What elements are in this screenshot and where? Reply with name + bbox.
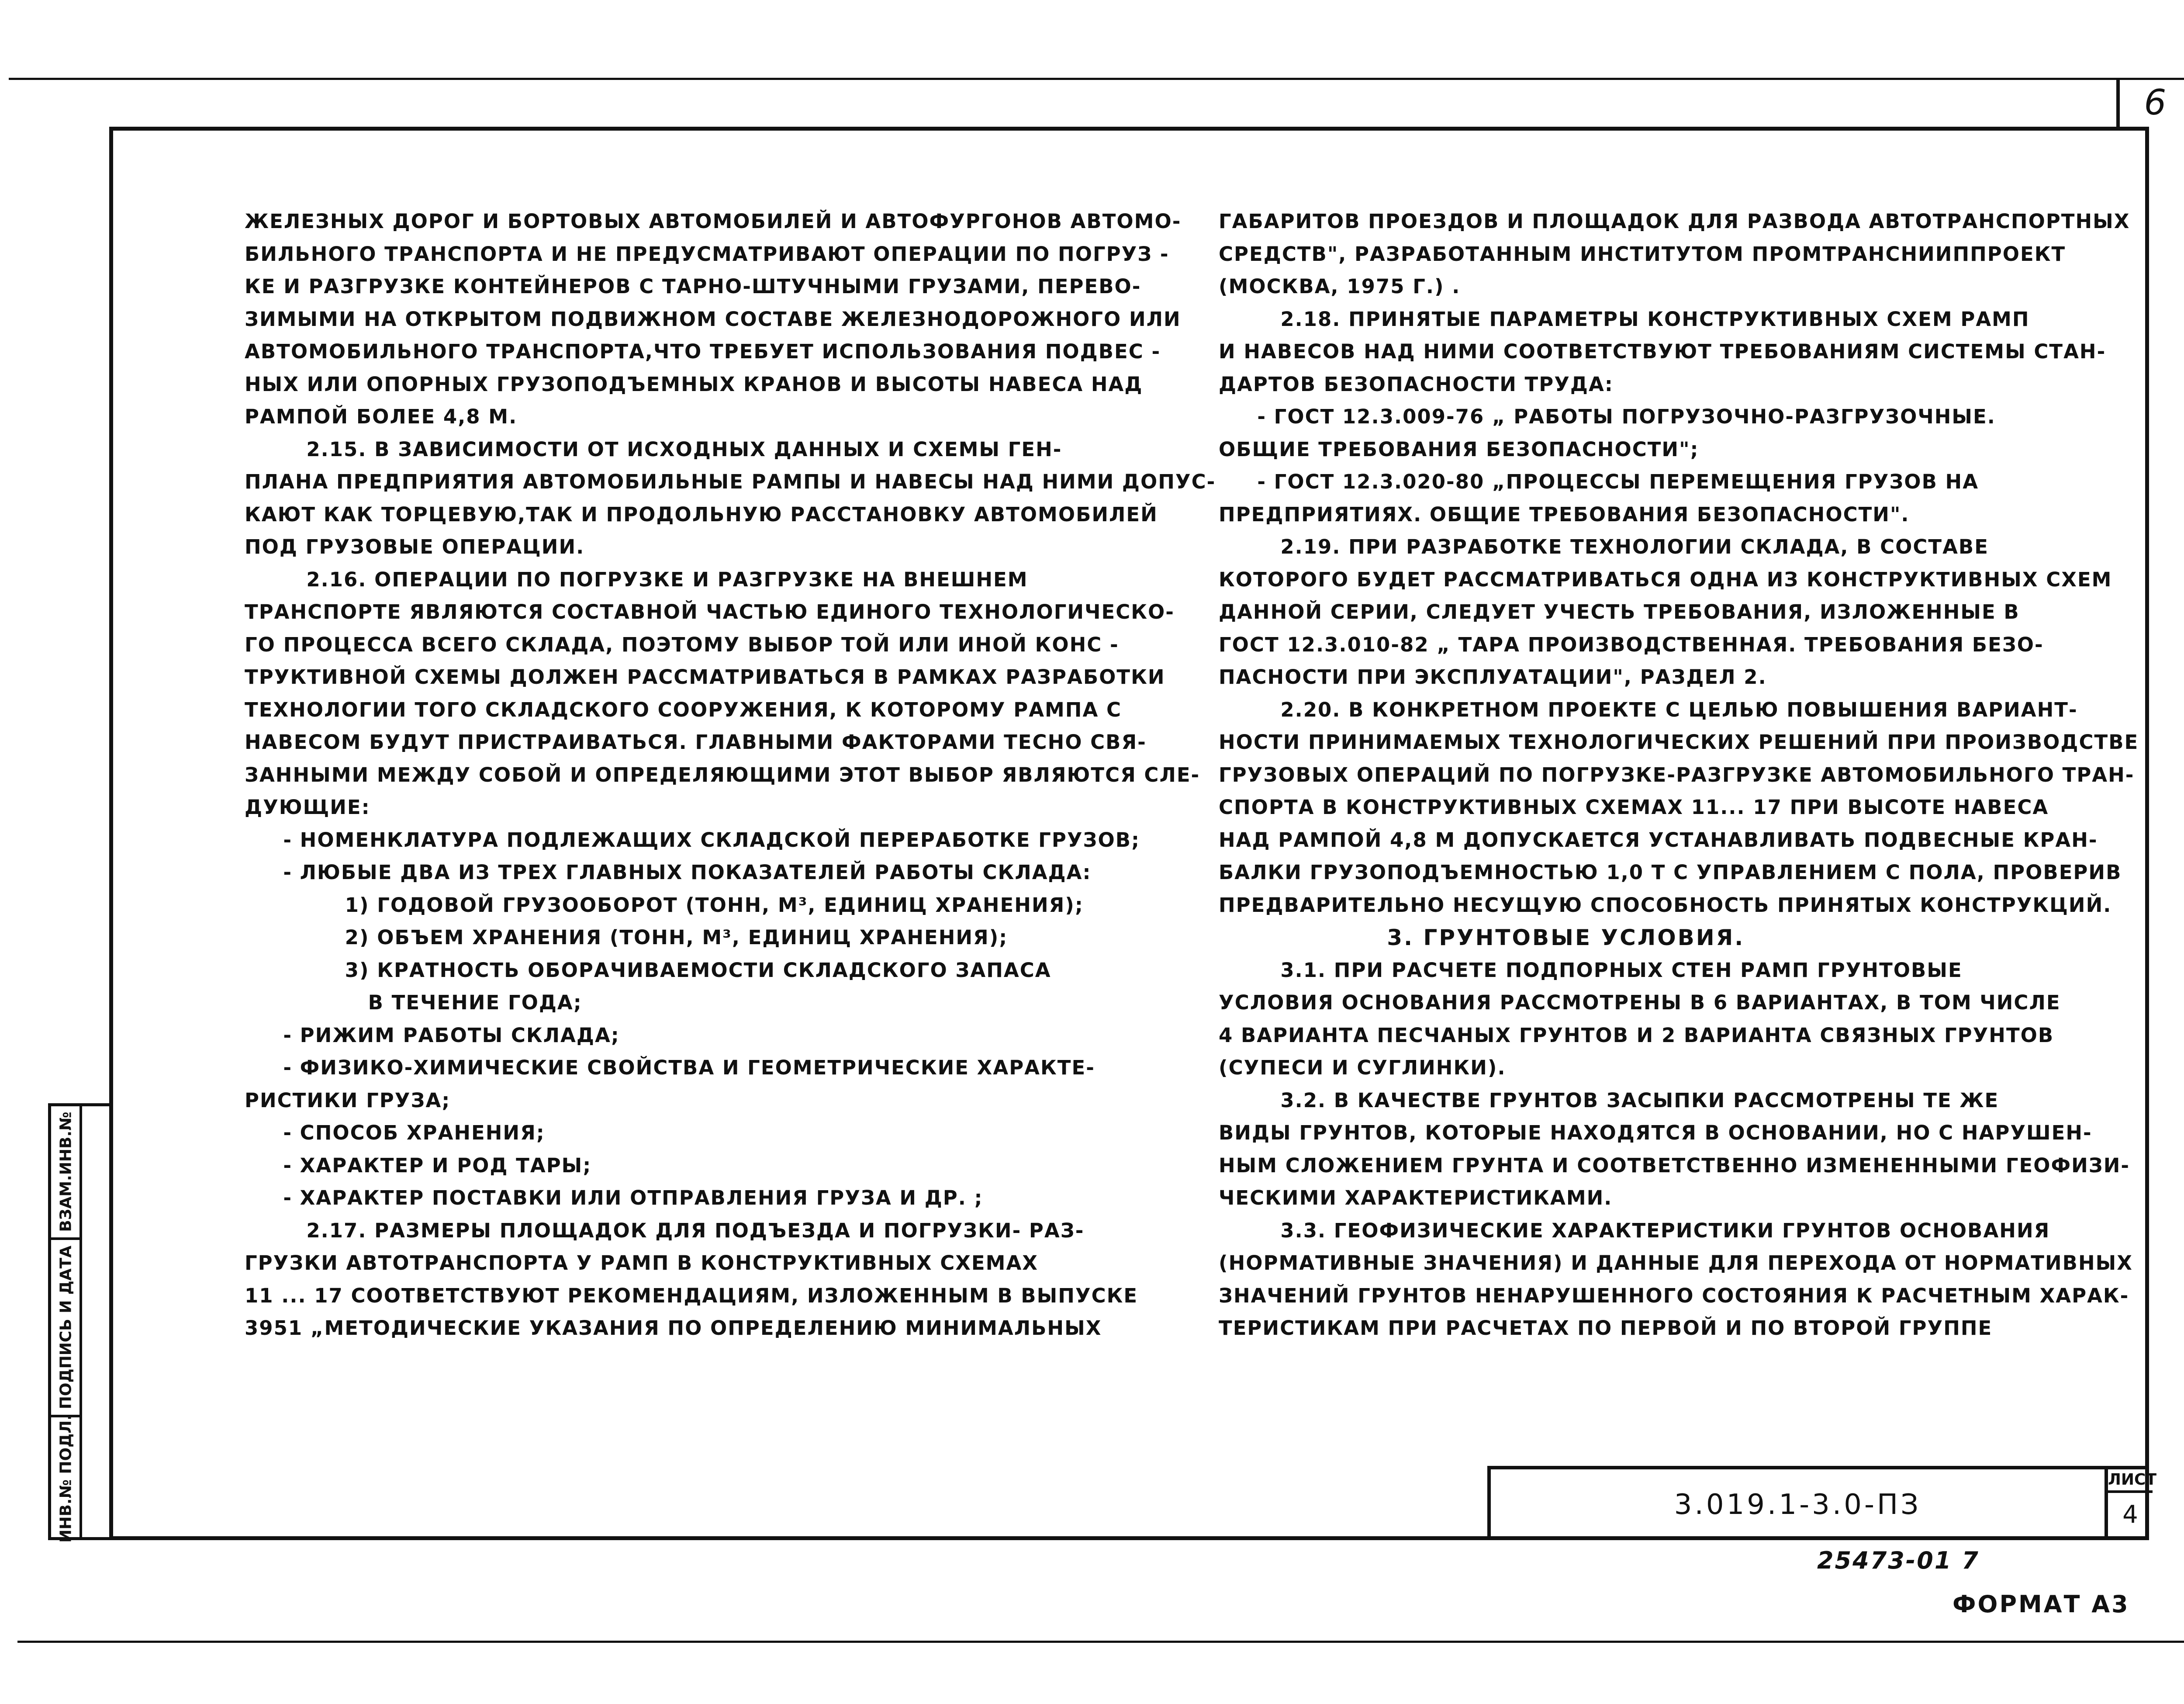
text-line: ГОСТ 12.3.010-82 „ ТАРА ПРОИЗВОДСТВЕННАЯ. ТРЕБОВАНИЯ БЕЗО-: [1219, 633, 2044, 656]
text-line: 11 ... 17 СООТВЕТСТВУЮТ РЕКОМЕНДАЦИЯМ, ИЗЛОЖЕННЫМ В ВЫПУСКЕ: [245, 1284, 1138, 1307]
text-line: 3951 „МЕТОДИЧЕСКИЕ УКАЗАНИЯ ПО ОПРЕДЕЛЕНИЮ МИНИМАЛЬНЫХ: [245, 1316, 1102, 1340]
text-line: - ХАРАКТЕР ПОСТАВКИ ИЛИ ОТПРАВЛЕНИЯ ГРУЗА И ДР. ;: [245, 1186, 983, 1209]
text-line: СРЕДСТВ", РАЗРАБОТАННЫМ ИНСТИТУТОМ ПРОМТРАНСНИИППРОЕКТ: [1219, 242, 2066, 266]
text-line: 2.16. ОПЕРАЦИИ ПО ПОГРУЗКЕ И РАЗГРУЗКЕ НА ВНЕШНЕМ: [245, 568, 1028, 591]
side-stamp-vzam: ВЗАМ.ИНВ.№: [57, 1112, 75, 1232]
text-line: ТЕХНОЛОГИИ ТОГО СКЛАДСКОГО СООРУЖЕНИЯ, К КОТОРОМУ РАМПА С: [245, 698, 1122, 721]
sheet-label: ЛИСТ: [2108, 1469, 2153, 1493]
text-line: 3) КРАТНОСТЬ ОБОРАЧИВАЕМОСТИ СКЛАДСКОГО ЗАПАСА: [245, 958, 1051, 982]
side-stamp-podpis: ПОДПИСЬ И ДАТА: [57, 1245, 75, 1410]
top-sheet-number-box: [2116, 78, 2184, 129]
text-line: 2.19. ПРИ РАЗРАБОТКЕ ТЕХНОЛОГИИ СКЛАДА, В СОСТАВЕ: [1219, 535, 1989, 558]
right-text-column: [1219, 205, 2139, 1345]
text-line: ПРЕДПРИЯТИЯХ. ОБЩИЕ ТРЕБОВАНИЯ БЕЗОПАСНОСТИ".: [1219, 502, 1910, 526]
text-line: ГО ПРОЦЕССА ВСЕГО СКЛАДА, ПОЭТОМУ ВЫБОР ТОЙ ИЛИ ИНОЙ КОНС -: [245, 633, 1119, 656]
sheet-number: 4: [2122, 1500, 2138, 1529]
text-line: - СПОСОБ ХРАНЕНИЯ;: [245, 1121, 545, 1144]
text-line: НОСТИ ПРИНИМАЕМЫХ ТЕХНОЛОГИЧЕСКИХ РЕШЕНИЙ ПРИ ПРОИЗВОДСТВЕ: [1219, 731, 2139, 754]
text-line: 3. ГРУНТОВЫЕ УСЛОВИЯ.: [1219, 925, 1745, 950]
text-line: РАМПОЙ БОЛЕЕ 4,8 М.: [245, 405, 518, 428]
side-stamp-inv-podl: ИНВ.№ ПОДЛ.: [57, 1414, 75, 1543]
text-line: СПОРТА В КОНСТРУКТИВНЫХ СХЕМАХ 11... 17 ПРИ ВЫСОТЕ НАВЕСА: [1219, 796, 2049, 819]
text-line: - ГОСТ 12.3.020-80 „ПРОЦЕССЫ ПЕРЕМЕЩЕНИЯ ГРУЗОВ НА: [1219, 470, 1979, 493]
text-line: 2.20. В КОНКРЕТНОМ ПРОЕКТЕ С ЦЕЛЬЮ ПОВЫШЕНИЯ ВАРИАНТ-: [1219, 698, 2078, 721]
text-line: ТРУКТИВНОЙ СХЕМЫ ДОЛЖЕН РАССМАТРИВАТЬСЯ В РАМКАХ РАЗРАБОТКИ: [245, 665, 1165, 689]
text-line: И НАВЕСОВ НАД НИМИ СООТВЕТСТВУЮТ ТРЕБОВАНИЯМ СИСТЕМЫ СТАН-: [1219, 340, 2106, 363]
text-line: - НОМЕНКЛАТУРА ПОДЛЕЖАЩИХ СКЛАДСКОЙ ПЕРЕРАБОТКЕ ГРУЗОВ;: [245, 828, 1140, 852]
text-line: ПРЕДВАРИТЕЛЬНО НЕСУЩУЮ СПОСОБНОСТЬ ПРИНЯТЫХ КОНСТРУКЦИЙ.: [1219, 893, 2112, 917]
title-block: [1487, 1466, 2157, 1540]
text-line: В ТЕЧЕНИЕ ГОДА;: [245, 991, 582, 1014]
text-line: 1) ГОДОВОЙ ГРУЗООБОРОТ (ТОНН, М³, ЕДИНИЦ ХРАНЕНИЯ);: [245, 893, 1084, 917]
inventory-number: 25473-01 7: [1817, 1547, 1980, 1574]
text-line: 2.18. ПРИНЯТЫЕ ПАРАМЕТРЫ КОНСТРУКТИВНЫХ СХЕМ РАМП: [1219, 307, 2030, 331]
text-line: ОБЩИЕ ТРЕБОВАНИЯ БЕЗОПАСНОСТИ";: [1219, 437, 1699, 461]
text-line: 2) ОБЪЕМ ХРАНЕНИЯ (ТОНН, М³, ЕДИНИЦ ХРАНЕНИЯ);: [245, 926, 1008, 949]
left-text-column: [245, 205, 1216, 1345]
text-line: ТРАНСПОРТЕ ЯВЛЯЮТСЯ СОСТАВНОЙ ЧАСТЬЮ ЕДИНОГО ТЕХНОЛОГИЧЕСКО-: [245, 600, 1175, 623]
text-line: - ХАРАКТЕР И РОД ТАРЫ;: [245, 1153, 592, 1177]
text-line: 4 ВАРИАНТА ПЕСЧАНЫХ ГРУНТОВ И 2 ВАРИАНТА СВЯЗНЫХ ГРУНТОВ: [1219, 1023, 2054, 1047]
text-line: БИЛЬНОГО ТРАНСПОРТА И НЕ ПРЕДУСМАТРИВАЮТ ОПЕРАЦИИ ПО ПОГРУЗ -: [245, 242, 1169, 266]
text-line: 3.1. ПРИ РАСЧЕТЕ ПОДПОРНЫХ СТЕН РАМП ГРУНТОВЫЕ: [1219, 958, 1963, 982]
text-line: ТЕРИСТИКАМ ПРИ РАСЧЕТАХ ПО ПЕРВОЙ И ПО ВТОРОЙ ГРУППЕ: [1219, 1316, 1993, 1340]
text-line: НАВЕСОМ БУДУТ ПРИСТРАИВАТЬСЯ. ГЛАВНЫМИ ФАКТОРАМИ ТЕСНО СВЯ-: [245, 731, 1147, 754]
text-line: УСЛОВИЯ ОСНОВАНИЯ РАССМОТРЕНЫ В 6 ВАРИАНТАХ, В ТОМ ЧИСЛЕ: [1219, 991, 2061, 1014]
side-stamp: [48, 1103, 109, 1543]
text-line: ПАСНОСТИ ПРИ ЭКСПЛУАТАЦИИ", РАЗДЕЛ 2.: [1219, 665, 1767, 689]
text-line: ЖЕЛЕЗНЫХ ДОРОГ И БОРТОВЫХ АВТОМОБИЛЕЙ И АВТОФУРГОНОВ АВТОМО-: [245, 210, 1182, 233]
bottom-border-line: [17, 1641, 2184, 1643]
text-line: РИСТИКИ ГРУЗА;: [245, 1088, 451, 1112]
text-line: ЗНАЧЕНИЙ ГРУНТОВ НЕНАРУШЕННОГО СОСТОЯНИЯ К РАСЧЕТНЫМ ХАРАК-: [1219, 1284, 2129, 1307]
text-line: (МОСКВА, 1975 Г.) .: [1219, 275, 1461, 298]
text-line: ПОД ГРУЗОВЫЕ ОПЕРАЦИИ.: [245, 535, 585, 558]
text-line: ГРУЗОВЫХ ОПЕРАЦИЙ ПО ПОГРУЗКЕ-РАЗГРУЗКЕ АВТОМОБИЛЬНОГО ТРАН-: [1219, 763, 2135, 786]
text-line: НЫМ СЛОЖЕНИЕМ ГРУНТА И СООТВЕТСТВЕННО ИЗМЕНЕННЫМИ ГЕОФИЗИ-: [1219, 1153, 2130, 1177]
text-line: ГРУЗКИ АВТОТРАНСПОРТА У РАМП В КОНСТРУКТИВНЫХ СХЕМАХ: [245, 1251, 1038, 1275]
text-line: 3.2. В КАЧЕСТВЕ ГРУНТОВ ЗАСЫПКИ РАССМОТРЕНЫ ТЕ ЖЕ: [1219, 1088, 1999, 1112]
text-line: ДАРТОВ БЕЗОПАСНОСТИ ТРУДА:: [1219, 372, 1614, 396]
document-code: 3.019.1-3.0-ПЗ: [1674, 1489, 1921, 1521]
text-line: - РИЖИМ РАБОТЫ СКЛАДА;: [245, 1023, 620, 1047]
text-line: ПЛАНА ПРЕДПРИЯТИЯ АВТОМОБИЛЬНЫЕ РАМПЫ И НАВЕСЫ НАД НИМИ ДОПУС-: [245, 470, 1216, 493]
text-line: НАД РАМПОЙ 4,8 М ДОПУСКАЕТСЯ УСТАНАВЛИВАТЬ ПОДВЕСНЫЕ КРАН-: [1219, 828, 2098, 852]
text-line: (СУПЕСИ И СУГЛИНКИ).: [1219, 1056, 1506, 1079]
text-line: КАЮТ КАК ТОРЦЕВУЮ,ТАК И ПРОДОЛЬНУЮ РАССТАНОВКУ АВТОМОБИЛЕЙ: [245, 502, 1158, 526]
text-line: БАЛКИ ГРУЗОПОДЪЕМНОСТЬЮ 1,0 Т С УПРАВЛЕНИЕМ С ПОЛА, ПРОВЕРИВ: [1219, 861, 2122, 884]
text-line: - ГОСТ 12.3.009-76 „ РАБОТЫ ПОГРУЗОЧНО-РАЗГРУЗОЧНЫЕ.: [1219, 405, 1996, 428]
text-line: НЫХ ИЛИ ОПОРНЫХ ГРУЗОПОДЪЕМНЫХ КРАНОВ И ВЫСОТЫ НАВЕСА НАД: [245, 372, 1143, 396]
text-line: (НОРМАТИВНЫЕ ЗНАЧЕНИЯ) И ДАННЫЕ ДЛЯ ПЕРЕХОДА ОТ НОРМАТИВНЫХ: [1219, 1251, 2133, 1275]
text-line: ЧЕСКИМИ ХАРАКТЕРИСТИКАМИ.: [1219, 1186, 1613, 1209]
side-stamp-divider: [79, 1106, 82, 1537]
text-line: ВИДЫ ГРУНТОВ, КОТОРЫЕ НАХОДЯТСЯ В ОСНОВАНИИ, НО С НАРУШЕН-: [1219, 1121, 2092, 1144]
text-line: КОТОРОГО БУДЕТ РАССМАТРИВАТЬСЯ ОДНА ИЗ КОНСТРУКТИВНЫХ СХЕМ: [1219, 568, 2112, 591]
text-line: 3.3. ГЕОФИЗИЧЕСКИЕ ХАРАКТЕРИСТИКИ ГРУНТОВ ОСНОВАНИЯ: [1219, 1219, 2050, 1242]
top-border-line: [9, 78, 2184, 80]
text-line: АВТОМОБИЛЬНОГО ТРАНСПОРТА,ЧТО ТРЕБУЕТ ИСПОЛЬЗОВАНИЯ ПОДВЕС -: [245, 340, 1161, 363]
text-line: 2.15. В ЗАВИСИМОСТИ ОТ ИСХОДНЫХ ДАННЫХ И СХЕМЫ ГЕН-: [245, 437, 1062, 461]
top-sheet-number: 6: [2144, 82, 2167, 123]
text-line: ДАННОЙ СЕРИИ, СЛЕДУЕТ УЧЕСТЬ ТРЕБОВАНИЯ, ИЗЛОЖЕННЫЕ В: [1219, 600, 2020, 623]
text-line: - ФИЗИКО-ХИМИЧЕСКИЕ СВОЙСТВА И ГЕОМЕТРИЧЕСКИЕ ХАРАКТЕ-: [245, 1056, 1095, 1079]
text-line: - ЛЮБЫЕ ДВА ИЗ ТРЕХ ГЛАВНЫХ ПОКАЗАТЕЛЕЙ РАБОТЫ СКЛАДА:: [245, 861, 1092, 884]
text-line: 2.17. РАЗМЕРЫ ПЛОЩАДОК ДЛЯ ПОДЪЕЗДА И ПОГРУЗКИ- РАЗ-: [245, 1219, 1085, 1242]
text-line: ЗИМЫМИ НА ОТКРЫТОМ ПОДВИЖНОМ СОСТАВЕ ЖЕЛЕЗНОДОРОЖНОГО ИЛИ: [245, 307, 1181, 331]
text-line: ДУЮЩИЕ:: [245, 796, 370, 819]
text-line: ЗАННЫМИ МЕЖДУ СОБОЙ И ОПРЕДЕЛЯЮЩИМИ ЭТОТ ВЫБОР ЯВЛЯЮТСЯ СЛЕ-: [245, 763, 1200, 786]
text-line: КЕ И РАЗГРУЗКЕ КОНТЕЙНЕРОВ С ТАРНО-ШТУЧНЫМИ ГРУЗАМИ, ПЕРЕВО-: [245, 275, 1141, 298]
text-line: ГАБАРИТОВ ПРОЕЗДОВ И ПЛОЩАДОК ДЛЯ РАЗВОДА АВТОТРАНСПОРТНЫХ: [1219, 210, 2130, 233]
format-label: ФОРМАТ А3: [1952, 1590, 2130, 1618]
sheet-cell: [2105, 1469, 2157, 1540]
